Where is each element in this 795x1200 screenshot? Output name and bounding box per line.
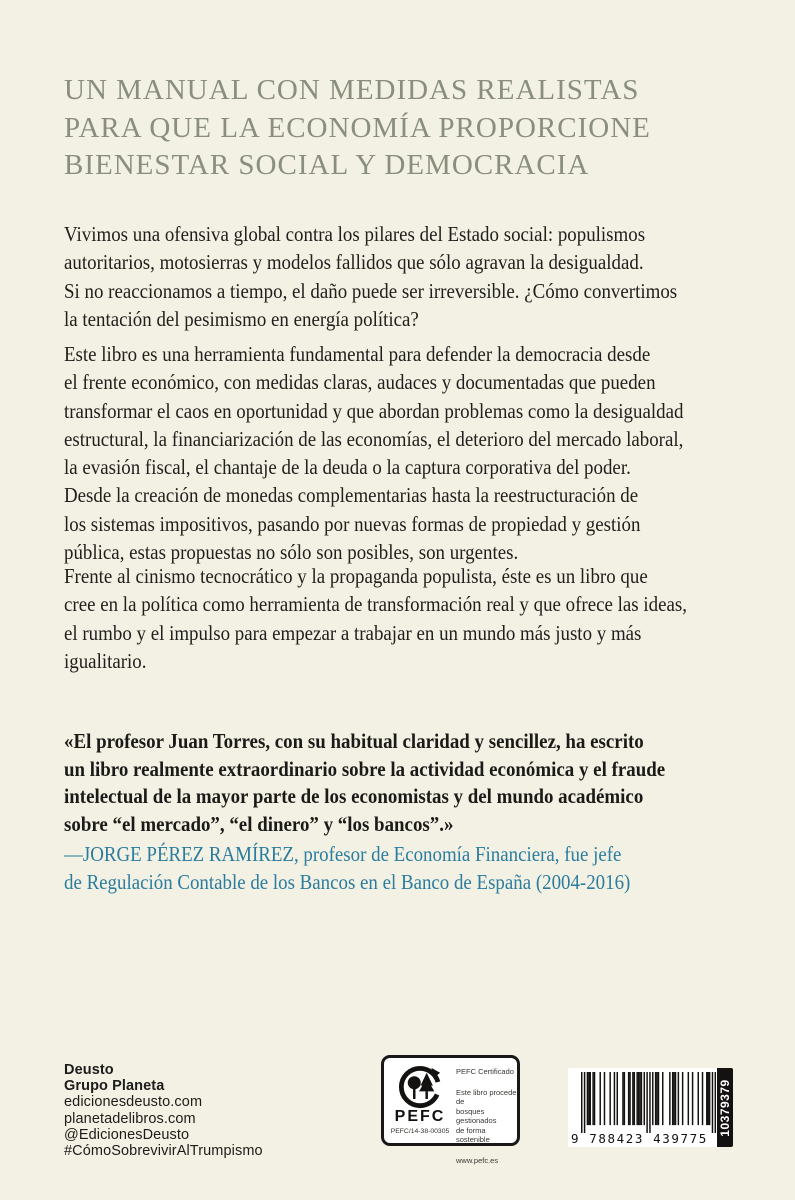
attribution-line-2: de Regulación Contable de los Bancos en el Banco de España (2004-2016)	[64, 870, 631, 894]
barcode-sku-strip	[717, 1068, 733, 1147]
headline-line-3: BIENESTAR SOCIAL Y DEMOCRACIA	[64, 149, 590, 181]
body-line: pública, estas propuestas no sólo son posibles, son urgentes.	[64, 540, 519, 565]
pefc-claim-text	[456, 1088, 518, 1145]
pefc-logo-column	[388, 1060, 452, 1143]
pefc-claim-line: de forma sostenible	[456, 1125, 490, 1144]
body-line: la evasión fiscal, el chantaje de la deuda o la captura corporativa del poder.	[64, 455, 631, 480]
body-line: Frente al cinismo tecnocrático y la propaganda populista, éste es un libro que	[64, 564, 648, 588]
body-line: autoritarios, motosierras y modelos fallidos que sólo agravan la desigualdad.	[64, 250, 644, 275]
body-line: Si no reaccionamos a tiempo, el daño puede ser irreversible. ¿Cómo convertimos	[64, 278, 678, 303]
barcode-digits: 9 788423 439775	[571, 1131, 708, 1146]
headline-line-1: UN MANUAL CON MEDIDAS REALISTAS	[64, 74, 640, 106]
pefc-certification-badge	[381, 1055, 520, 1165]
body-line: Desde la creación de monedas complementarias hasta la reestructuración de	[64, 483, 639, 508]
body-line: cree en la política como herramienta de transformación real y que ofrece las ideas,	[64, 592, 688, 617]
publisher-imprint: Deusto	[64, 1062, 114, 1078]
quote-line: «El profesor Juan Torres, con su habitual claridad y sencillez, ha escrito	[64, 729, 644, 753]
pefc-claim-line: bosques gestionados	[456, 1106, 497, 1125]
pefc-license-code: PEFC/14-38-00305	[390, 1128, 450, 1135]
publisher-block	[64, 1062, 263, 1159]
body-paragraph-2	[64, 340, 768, 566]
pefc-logo-icon	[393, 1066, 447, 1110]
publisher-social-handle: @EdicionesDeusto	[64, 1126, 190, 1143]
review-quote	[64, 728, 747, 838]
attribution-role: , profesor de Economía Financiera, fue jefe	[293, 842, 622, 866]
quote-attribution	[64, 840, 693, 896]
ean-barcode	[568, 1068, 733, 1147]
quote-line: intelectual de la mayor parte de los economistas y del mundo académico	[64, 784, 644, 808]
publisher-hashtag: #CómoSobrevivirAlTrumpismo	[64, 1143, 263, 1160]
body-line: el frente económico, con medidas claras, audaces y documentadas que pueden	[64, 370, 656, 395]
body-line: igualitario.	[64, 648, 147, 673]
pefc-claim-line: Este libro procede de	[456, 1087, 517, 1106]
body-line: Vivimos una ofensiva global contra los pilares del Estado social: populismos	[64, 222, 646, 246]
attribution-line-1	[64, 840, 630, 868]
pefc-text-column	[456, 1067, 518, 1165]
quote-line: un libro realmente extraordinario sobre la actividad económica y el fraude	[64, 756, 666, 781]
body-paragraph-1	[64, 220, 761, 333]
body-line: Este libro es una herramienta fundamental para defender la democracia desde	[64, 342, 651, 366]
headline	[64, 72, 651, 185]
publisher-website: planetadelibros.com	[64, 1110, 196, 1127]
body-line: estructural, la financiarización de las economías, el deterioro del mercado laboral,	[64, 426, 684, 451]
barcode-sku-number: 10379379	[718, 1079, 732, 1137]
body-line: transformar el caos en oportunidad y que abordan problemas como la desigualdad	[64, 398, 684, 423]
quote-line: sobre “el mercado”, “el dinero” y “los bancos”.»	[64, 811, 454, 836]
attribution-name: —JORGE PÉREZ RAMÍREZ	[64, 842, 294, 866]
body-line: el rumbo y el impulso para empezar a trabajar en un mundo más justo y más	[64, 620, 642, 645]
ean-barcode-bars-icon	[581, 1072, 716, 1133]
pefc-brand-label: PEFC	[394, 1108, 446, 1125]
publisher-group: Grupo Planeta	[64, 1078, 165, 1095]
body-line: la tentación del pesimismo en energía política?	[64, 306, 419, 331]
pefc-website: www.pefc.es	[456, 1155, 499, 1165]
body-line: los sistemas impositivos, pasando por nuevas formas de propiedad y gestión	[64, 511, 641, 536]
headline-line-2: PARA QUE LA ECONOMÍA PROPORCIONE	[64, 111, 651, 144]
body-paragraph-3	[64, 562, 772, 675]
pefc-certified-label: PEFC Certificado	[456, 1067, 514, 1076]
publisher-website: edicionesdeusto.com	[64, 1094, 203, 1111]
